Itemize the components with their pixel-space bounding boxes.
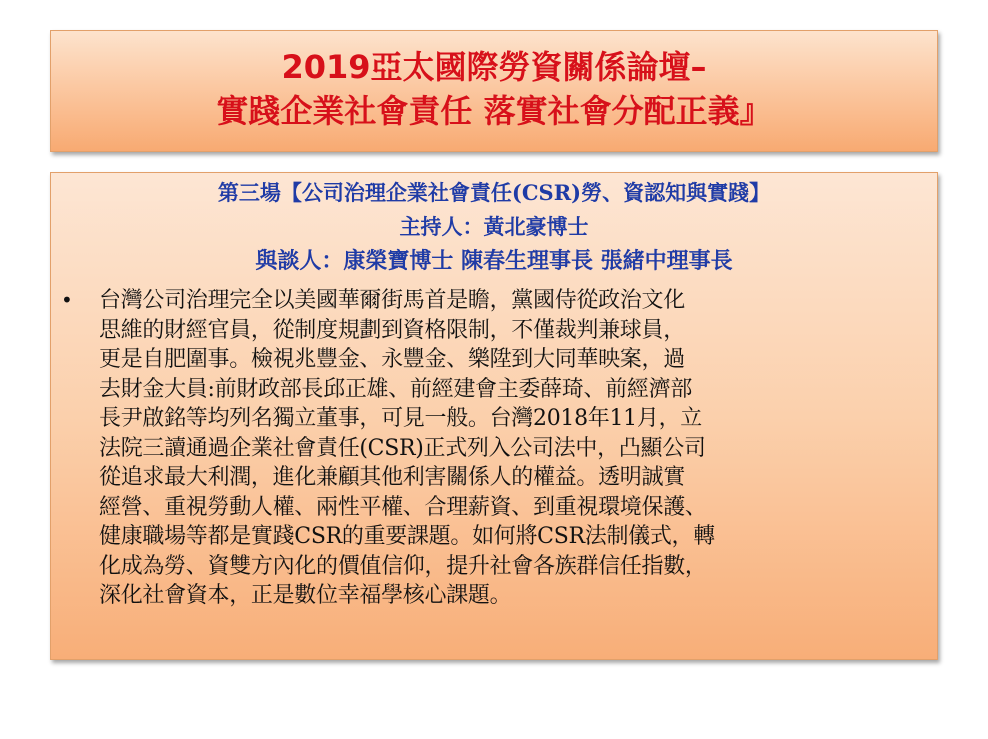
bullet-text-line: 思維的財經官員，從制度規劃到資格限制，不僅裁判兼球員， [99, 317, 685, 343]
bullet-dot-icon: • [61, 288, 73, 312]
bullet-text-line: 法院三讀通過企業社會責任(CSR)正式列入公司法中，凸顯公司 [99, 435, 706, 461]
title-banner [50, 30, 938, 152]
title-line-1: 2019亞太國際勞資關係論壇– [281, 48, 707, 86]
bullet-text-line: 長尹啟銘等均列名獨立董事，可見一般。台灣2018年11月，立 [99, 406, 702, 431]
bullet-text-line: 更是自肥圍事。檢視兆豐金、永豐金、樂陞到大同華映案，過 [99, 347, 685, 372]
bullet-text-line: 台灣公司治理完全以美國華爾街馬首是瞻，黨國侍從政治文化 [99, 288, 685, 313]
bullet-text-line: 深化社會資本，正是數位幸福學核心課題。 [99, 583, 512, 608]
moderator-line: 主持人：黃北豪博士 [399, 214, 589, 239]
title-line-2: 實踐企業社會責任 落實社會分配正義』 [216, 92, 772, 130]
bullet-text-line: 經營、重視勞動人權、兩性平權、合理薪資、到重視環境保護、 [99, 494, 707, 520]
session-heading: 第三場【公司治理企業社會責任(CSR)勞、資認知與實踐】 [217, 180, 771, 205]
panelists-line: 與談人：康榮寶博士 陳春生理事長 張緒中理事長 [255, 248, 733, 274]
content-panel [50, 172, 938, 660]
bullet-text-line: 從追求最大利潤，進化兼顧其他利害關係人的權益。透明誠實 [99, 465, 685, 490]
bullet-text-line: 健康職場等都是實踐CSR的重要課題。如何將CSR法制儀式，轉 [99, 524, 715, 549]
bullet-text-line: 化成為勞、資雙方內化的價值信仰，提升社會各族群信任指數， [99, 553, 707, 579]
bullet-text-line: 去財金大員:前財政部長邱正雄、前經建會主委薛琦、前經濟部 [99, 376, 693, 402]
bullet-text [99, 286, 931, 611]
